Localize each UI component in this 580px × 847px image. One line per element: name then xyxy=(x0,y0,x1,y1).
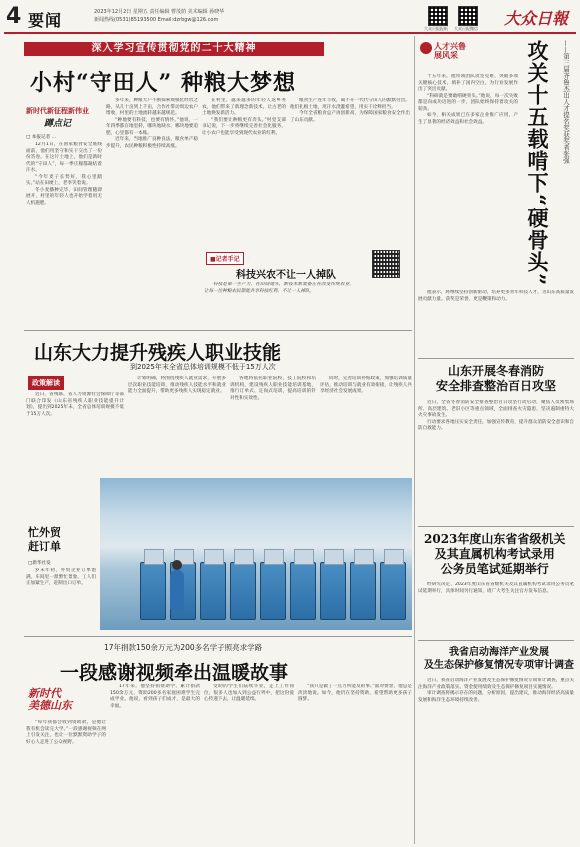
edition-meta: 2023年12月2日 星期五 责任编辑 曹茂荫 美术编辑 孙晓华 xyxy=(94,9,225,15)
qr-code-icon xyxy=(428,6,448,26)
qr-label: 大众日报报纸 xyxy=(424,26,448,31)
vertical-subhead: ——第三届齐鲁杰出人才提名奖获奖者张强 xyxy=(562,40,570,164)
talent-column-icon xyxy=(420,42,432,54)
page-number: 4 xyxy=(6,4,22,29)
newspaper-logo: 大众日報 xyxy=(503,9,568,28)
byline: □ 本报记者 … xyxy=(26,135,57,140)
article-body: 在村里，越来越多的年轻人返乡务农，他们带来了新理念新技术，让古老的土地焕发新活力。 “我们要让种粮更有奔头。”村党支部书记说，下一步将继续完善社会化服务，让小农户也能享受到现代农业的红利。 xyxy=(202,98,286,136)
article-body: “我只是做了一点力所能及的事。”面对赞誉，他总是淡淡地说。如今，他仍在坚持资助，希望帮助更多孩子圆梦。 xyxy=(298,684,412,702)
article-body: 他表示，将继续坚持创新驱动，培养更多青年科技人才，为山东高质量发展贡献力量。获奖是荣誉，更是鞭策和动力。 xyxy=(418,290,574,302)
article-body: 粮食生产连年丰收，离不开一代代守田人的默默付出。他们扎根土地，用汗水浇灌希望，用实干诠释担当。 今年全省粮食总产再创新高，为保障国家粮食安全作出了山东贡献。 xyxy=(290,98,410,123)
qr-label: 大众日报微信 xyxy=(454,26,478,31)
article-body: 同时，完善培训补贴政策，加强培训质量评估，推动培训与就业有效衔接，让残疾人共享经济社会发展成果。 xyxy=(320,376,412,394)
theme-banner: 深入学习宣传贯彻党的二十大精神 xyxy=(24,42,324,56)
divider xyxy=(418,358,574,359)
article-body: 近日，我省启动海洋产业发展及生态保护修复情况专项审计调查，重点关注海洋产业政策落实、资金使用绩效及生态保护修复项目实施情况。 审计调查将揭示存在的问题，分析原因，提出建议，推动海洋经济高质量发展和海洋生态环境持续改善。 xyxy=(418,678,574,703)
article-body: 近日，省残联、省人力资源社会保障厅等部门联合印发《山东省残疾人职业技能提升计划》，提出到2025年末，全省总体培训规模不低于15万人次。 xyxy=(26,392,124,417)
article-body: 多年来，种粮大户不断探索规模化经营之路，从几十亩到上千亩，合作社带动周边农户增收，村里的土地流转越来越规范。 “种地要有科技，也要有情怀。”他说，一年四季都在地里转，哪块地缺水、哪块地要追肥，心里都有一本账。 近年来，当地推广良种良法，粮食单产稳步提升，农民种粮积极性持续高涨。 xyxy=(106,98,198,149)
third-subhead: 17年捐款150余万元为200多名学子照亮求学路 xyxy=(104,643,263,652)
second-headline: 山东大力提升残疾人职业技能 xyxy=(34,342,282,364)
article-body: 科技是第一生产力，在田间地头，新技术新装备正在改变传统农业，让每一位种粮农民都能共享科技红利，不让一人掉队。 xyxy=(204,282,354,294)
article-body: 各地将依托职业院校、技工院校和培训机构，建设残疾人职业技能培训基地，推行订单式、定岗式培训，提高培训的针对性和实效性。 xyxy=(230,376,316,401)
masthead xyxy=(4,4,576,34)
audit-headline: 我省启动海洋产业发展 及生态保护修复情况专项审计调查 xyxy=(424,647,574,671)
article-body: 近日，全省冬春消防安全排查整治百日攻坚行动启动，聚焦人员密集场所、高层建筑、老旧小区等重点领域，全面排查火灾隐患，坚决遏制重特大火灾事故发生。 行动要求各地压实安全责任，加强宣传教育，提升群众消防安全意识和自防自救能力。 xyxy=(418,400,574,431)
vertical-headline: 攻关十五载啃下“硬骨头” xyxy=(525,40,550,287)
article-body: 经研究决定，2023年度山东省省级机关及其直属机构考试录用公务员笔试延期举行，具体时间另行通知，请广大考生关注官方发布信息。 xyxy=(418,582,574,594)
fire-safety-headline: 山东开展冬春消防 安全排查整治百日攻坚 xyxy=(436,364,557,393)
policy-tag: 政策解读 xyxy=(28,376,64,390)
article-body: 十五年来，他带领团队攻坚克难，突破多项关键核心技术，填补了国内空白，为行业发展作出了突出贡献。 “科研就是要敢啃硬骨头。”他说，每一次失败都是向成功迈进的一步，团队始终保持着攻关的韧劲。 如今，相关成果已在多家企业推广应用，产生了显著的经济效益和社会效益。 xyxy=(418,74,518,125)
section-name: 要闻 xyxy=(28,11,63,30)
exam-headline: 2023年度山东省省级机关 及其直属机构考试录用 公务员笔试延期举行 xyxy=(424,532,566,576)
third-headline: 一段感谢视频牵出温暖故事 xyxy=(60,662,289,684)
main-headline: 小村“守田人” 种粮大梦想 xyxy=(30,70,296,96)
article-body: “每年我都会收到资助款，是他让我有机会读完大学。”一段感谢视频在网上引发关注，也让一位默默资助学子的好心人走进了公众视野。 xyxy=(26,720,106,745)
photo-credit: □新华社发 xyxy=(28,561,51,566)
article-body: 12月1日，在国家粮食安全底线面前，他们用坚守和实干交出了一份份答卷。在这片土地上，他们是新时代的“守田人”，每一季庄稼都凝结着汗水。 “今年麦子长势好，我心里踏实。”站在田埂上，老李笑着说。 冬小麦播种完毕，田间管理随即展开，村里的年轻人也开始学着用无人机施肥。 xyxy=(26,142,102,206)
second-subhead: 到2025年末全省总体培训规模不低于15万人次 xyxy=(130,363,276,371)
reporter-note-tag: ■记者手记 xyxy=(206,252,244,265)
column-divider xyxy=(414,36,415,844)
article-body: 计划明确，将围绕残疾人就业需求，开展多层次职业技能培训，推动残疾人技能水平和就业能力全面提升，帮助更多残疾人实现稳定就业。 xyxy=(128,376,226,394)
qr-code-icon xyxy=(372,250,400,278)
divider xyxy=(24,636,412,637)
article-body: 17年来，他坚持捐资助学，累计捐款150余万元，资助200多名家庭困难学生完成学业。他说，看到孩子们成才，是最大的幸福。 xyxy=(110,684,200,709)
contact-meta: 新闻热线(0531)85193500 Email:dzrbgw@126.com xyxy=(94,17,219,23)
divider xyxy=(418,640,574,641)
qr-code-icon xyxy=(458,6,478,26)
photo-caption-body: 岁末年初，外贸企业订单饱满，车间里一派繁忙景象，工人们正加紧生产，赶制出口订单。 xyxy=(26,568,96,586)
column-logo: 新时代 美德山东 xyxy=(28,687,72,712)
photo-caption-title: 忙外贸 赶订单 xyxy=(28,526,61,553)
article-body: 受助的学生们陆续毕业，走上工作岗位，很多人也加入到公益行列中，把这份爱心传递下去，让温暖延续。 xyxy=(204,684,294,702)
kicker: 新时代新征程新伟业 xyxy=(26,107,89,115)
factory-photo xyxy=(100,478,412,630)
column-title: 人才兴鲁 展风采 xyxy=(434,42,466,60)
divider xyxy=(24,330,412,331)
subhead: 科技兴农不让一人掉队 xyxy=(236,270,336,281)
kicker-column: 蹲点记 xyxy=(44,119,72,129)
divider xyxy=(418,526,574,527)
